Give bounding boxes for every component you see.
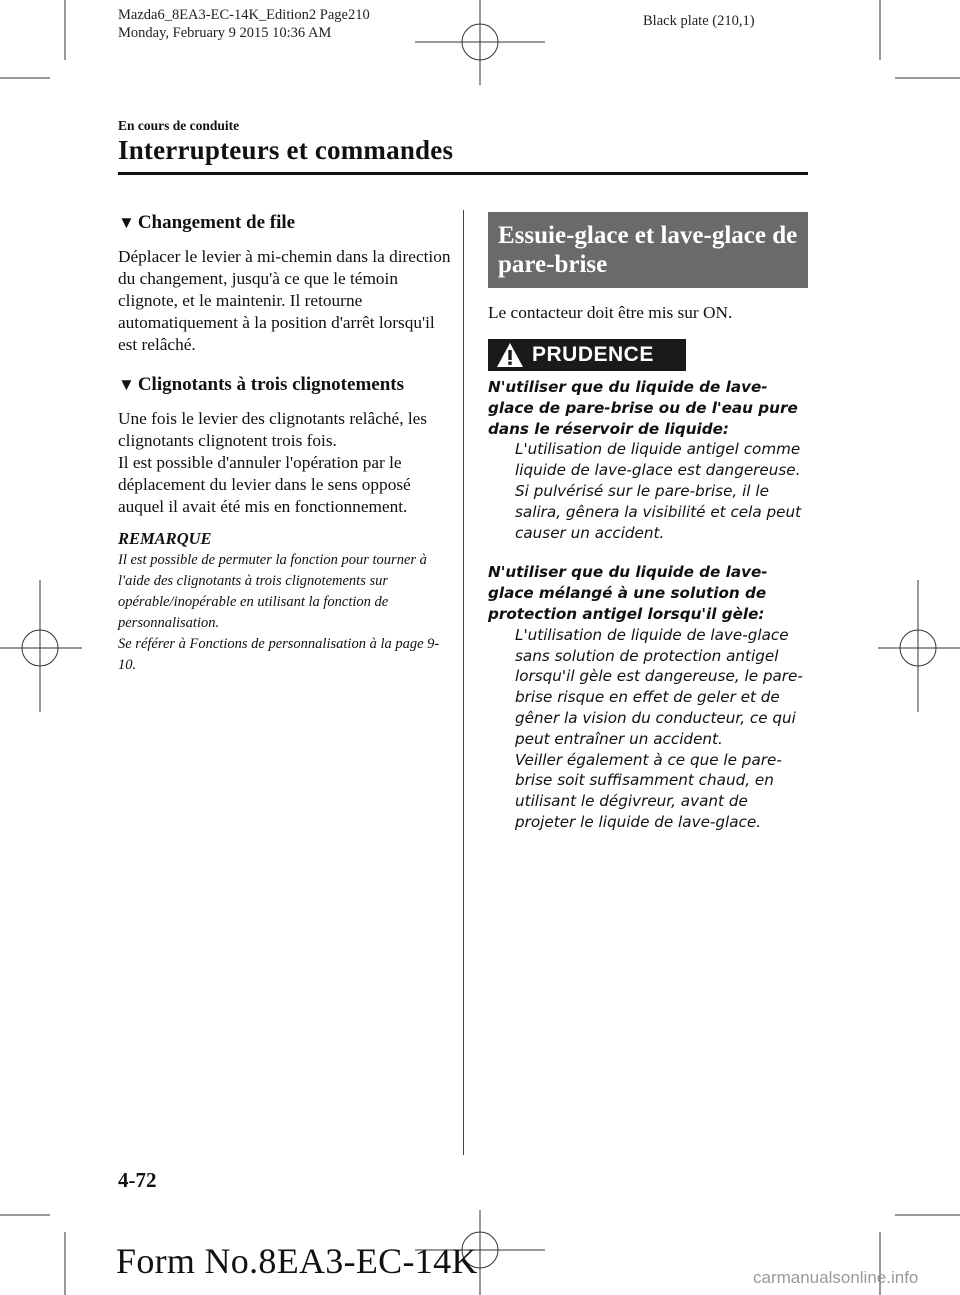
- prudence-label: PRUDENCE: [532, 343, 654, 366]
- triangle-down-icon: ▼: [118, 213, 135, 232]
- section-label: En cours de conduite: [118, 118, 240, 133]
- file-name-line: Mazda6_8EA3-EC-14K_Edition2 Page210: [118, 7, 370, 23]
- page-number: 4-72: [118, 1168, 157, 1192]
- caution-2-head: N'utiliser que du liquide de lave-glace mélangé à une solution de protection antigel lorsqu'il gèle:: [488, 563, 768, 623]
- section-banner: Essuie-glace et lave-glace de pare-brise: [488, 212, 808, 288]
- subheading-triple-blink: [118, 373, 453, 397]
- caution-1-text: L'utilisation de liquide antigel comme liquide de lave-glace est dangereuse. Si pulvérisé sur le pare-brise, il le salira, gênera la visibilité et cela peut causer un accident.: [515, 440, 802, 542]
- form-number: Form No.8EA3-EC-14K: [116, 1241, 478, 1281]
- lane-change-body: Déplacer le levier à mi-chemin dans la direction du changement, jusqu'à ce que le témoin clignote, et le maintenir. Il retourne automatiquement à la position d'arrêt lorsqu'il est relâché.: [118, 247, 451, 354]
- right-column: [488, 212, 808, 833]
- file-date-line: Monday, February 9 2015 10:36 AM: [118, 25, 332, 41]
- caution-2-text-1: L'utilisation de liquide de lave-glace sans solution de protection antigel lorsqu'il gèle est dangereuse, le pare-brise risque en effet de geler et de gêner la vision du conducteur, ce qui peut entraîner un accident.: [515, 625, 803, 748]
- caution-2-text-2: Veiller également à ce que le pare-brise soit suffisamment chaud, en utilisant le dégivreur, avant de projeter le liquide de lave-glace.: [515, 750, 782, 831]
- watermark-text: carmanualsonline.info: [753, 1268, 919, 1287]
- header-rule: [118, 172, 808, 175]
- file-info: [118, 6, 370, 42]
- chapter-title: Interrupteurs et commandes: [118, 135, 454, 165]
- plate-label: Black plate (210,1): [643, 13, 755, 29]
- caution-block-1: [488, 377, 808, 543]
- note-text-2: Se référer à Fonctions de personnalisation à la page 9-10.: [118, 636, 440, 673]
- triangle-down-icon: ▼: [118, 375, 135, 394]
- intro-text: Le contacteur doit être mis sur ON.: [488, 303, 733, 322]
- caution-1-head: N'utiliser que du liquide de lave-glace de pare-brise ou de l'eau pure dans le réservoir de liquide:: [488, 378, 798, 438]
- prudence-label-box: [488, 339, 686, 371]
- note-text-1: Il est possible de permuter la fonction pour tourner à l'aide des clignotants à trois clignotements sur opérable/inopérable en utilisant la fonction de personnalisation.: [118, 552, 427, 631]
- note-title: REMARQUE: [118, 529, 212, 548]
- note-block: [118, 528, 453, 676]
- caution-block-2: [488, 562, 808, 832]
- triple-blink-body-2: Il est possible d'annuler l'opération par le déplacement du levier dans le sens opposé auquel il avait été mis en fonctionnement.: [118, 453, 411, 516]
- column-divider: [463, 210, 464, 1155]
- subheading-lane-change: [118, 211, 453, 235]
- subheading-text: Changement de file: [137, 212, 296, 233]
- left-column: [118, 211, 453, 676]
- triple-blink-body-1: Une fois le levier des clignotants relâché, les clignotants clignotent trois fois.: [118, 409, 428, 450]
- subheading-text: Clignotants à trois clignotements: [137, 374, 404, 395]
- warning-icon: [496, 342, 524, 368]
